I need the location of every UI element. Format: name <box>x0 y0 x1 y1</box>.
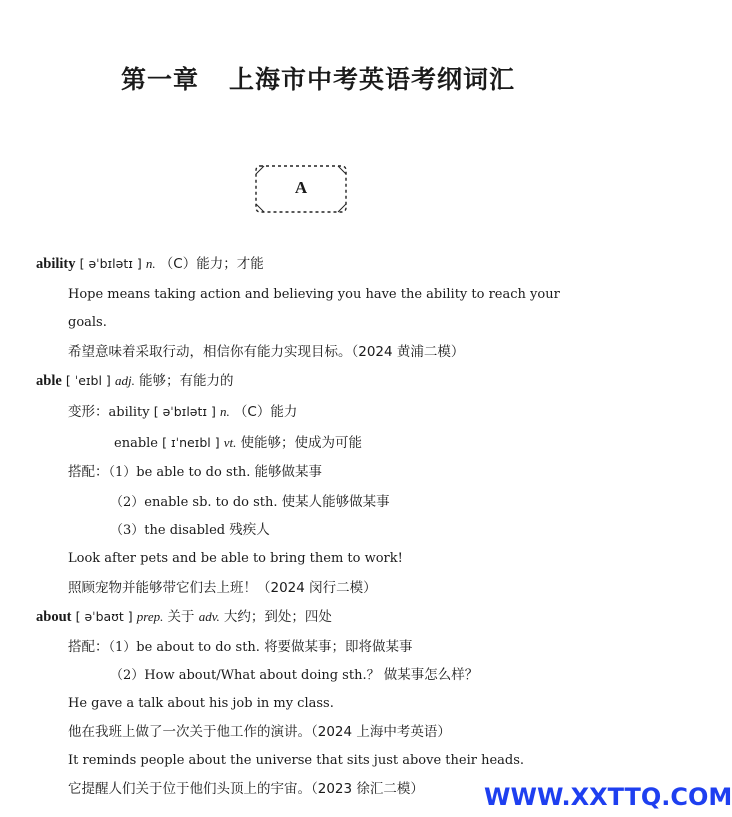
section-letter: A <box>294 178 308 197</box>
definition: 关于 <box>167 609 195 625</box>
form-phonetic: [ ɪˈneɪbl ] <box>162 435 220 450</box>
entry-headline-able <box>36 372 233 391</box>
collocation-zh: 将要做某事；即将做某事 <box>264 639 413 655</box>
forms-line-1 <box>68 403 297 422</box>
collocation-line <box>110 521 270 540</box>
definition-2: 大约；到处；四处 <box>223 609 332 625</box>
collocation-num: （3） <box>110 523 145 538</box>
phonetic: [ ˈeɪbl ] <box>65 373 111 388</box>
collocation-num: （2） <box>110 668 145 683</box>
part-of-speech: n. <box>145 256 156 271</box>
collocation-zh: 使某人能够做某事 <box>281 494 390 510</box>
phonetic: [ əˈbɪlətɪ ] <box>79 256 142 271</box>
headword: ability <box>36 256 76 272</box>
example-zh: 希望意味着采取行动，相信你有能力实现目标。（2024 黄浦二模） <box>68 344 465 360</box>
collocation-en: be about to do sth. <box>136 640 260 655</box>
headword: about <box>36 609 72 625</box>
collocations-label: 搭配： <box>68 464 109 480</box>
example-zh: 照顾宠物并能够带它们去上班！（2024 闵行二模） <box>68 580 377 596</box>
chapter-title <box>0 60 636 96</box>
collocation-en: enable sb. to do sth. <box>144 495 278 510</box>
form-word: enable <box>114 436 158 451</box>
site-watermark: WWW.XXTTQ.COM <box>484 783 732 811</box>
collocation-num: （1） <box>108 465 137 480</box>
section-letter-box <box>254 164 348 214</box>
example-en: Hope means taking action and believing you have the ability to reach your <box>68 287 560 302</box>
part-of-speech: prep. <box>136 609 164 624</box>
collocation-zh: 残疾人 <box>229 522 270 538</box>
form-gloss: 使能够；使成为可能 <box>240 435 363 451</box>
example-en: He gave a talk about his job in my class. <box>68 696 334 711</box>
form-pos: n. <box>220 404 230 419</box>
collocation-line <box>68 463 322 482</box>
forms-label: 变形： <box>68 404 109 420</box>
form-word: ability <box>108 405 150 420</box>
example-zh: 它提醒人们关于位于他们头顶上的宇宙。（2023 徐汇二模） <box>68 781 424 797</box>
definition: 能够；有能力的 <box>138 373 234 389</box>
form-pos: vt. <box>223 435 237 450</box>
phonetic: [ əˈbaʊt ] <box>75 609 133 624</box>
entry-headline-ability <box>36 255 264 274</box>
collocation-line <box>110 666 478 685</box>
collocation-line <box>110 493 390 512</box>
form-phonetic: [ əˈbɪlətɪ ] <box>153 404 216 419</box>
entry-headline-about <box>36 608 332 627</box>
collocation-zh: 能够做某事 <box>254 464 322 480</box>
form-gloss: （C）能力 <box>233 404 298 420</box>
definition: （C）能力；才能 <box>159 256 264 272</box>
collocation-num: （2） <box>110 495 145 510</box>
example-en: Look after pets and be able to bring them to work! <box>68 551 403 566</box>
collocations-label: 搭配： <box>68 639 109 655</box>
part-of-speech-2: adv. <box>198 609 220 624</box>
example-zh: 他在我班上做了一次关于他工作的演讲。（2024 上海中考英语） <box>68 724 451 740</box>
collocation-en: How about/What about doing sth.？ <box>144 668 380 683</box>
forms-line-2 <box>114 434 362 453</box>
part-of-speech: adj. <box>114 373 135 388</box>
collocation-line <box>68 638 413 657</box>
example-en-cont: goals. <box>68 315 107 330</box>
collocation-en: the disabled <box>144 523 226 538</box>
chapter-name: 上海市中考英语考纲词汇 <box>229 65 516 94</box>
collocation-zh: 做某事怎么样？ <box>383 667 479 683</box>
collocation-en: be able to do sth. <box>136 465 251 480</box>
example-en: It reminds people about the universe that sits just above their heads. <box>68 753 525 768</box>
headword: able <box>36 373 62 389</box>
chapter-label: 第一章 <box>120 65 199 94</box>
collocation-num: （1） <box>108 640 137 655</box>
